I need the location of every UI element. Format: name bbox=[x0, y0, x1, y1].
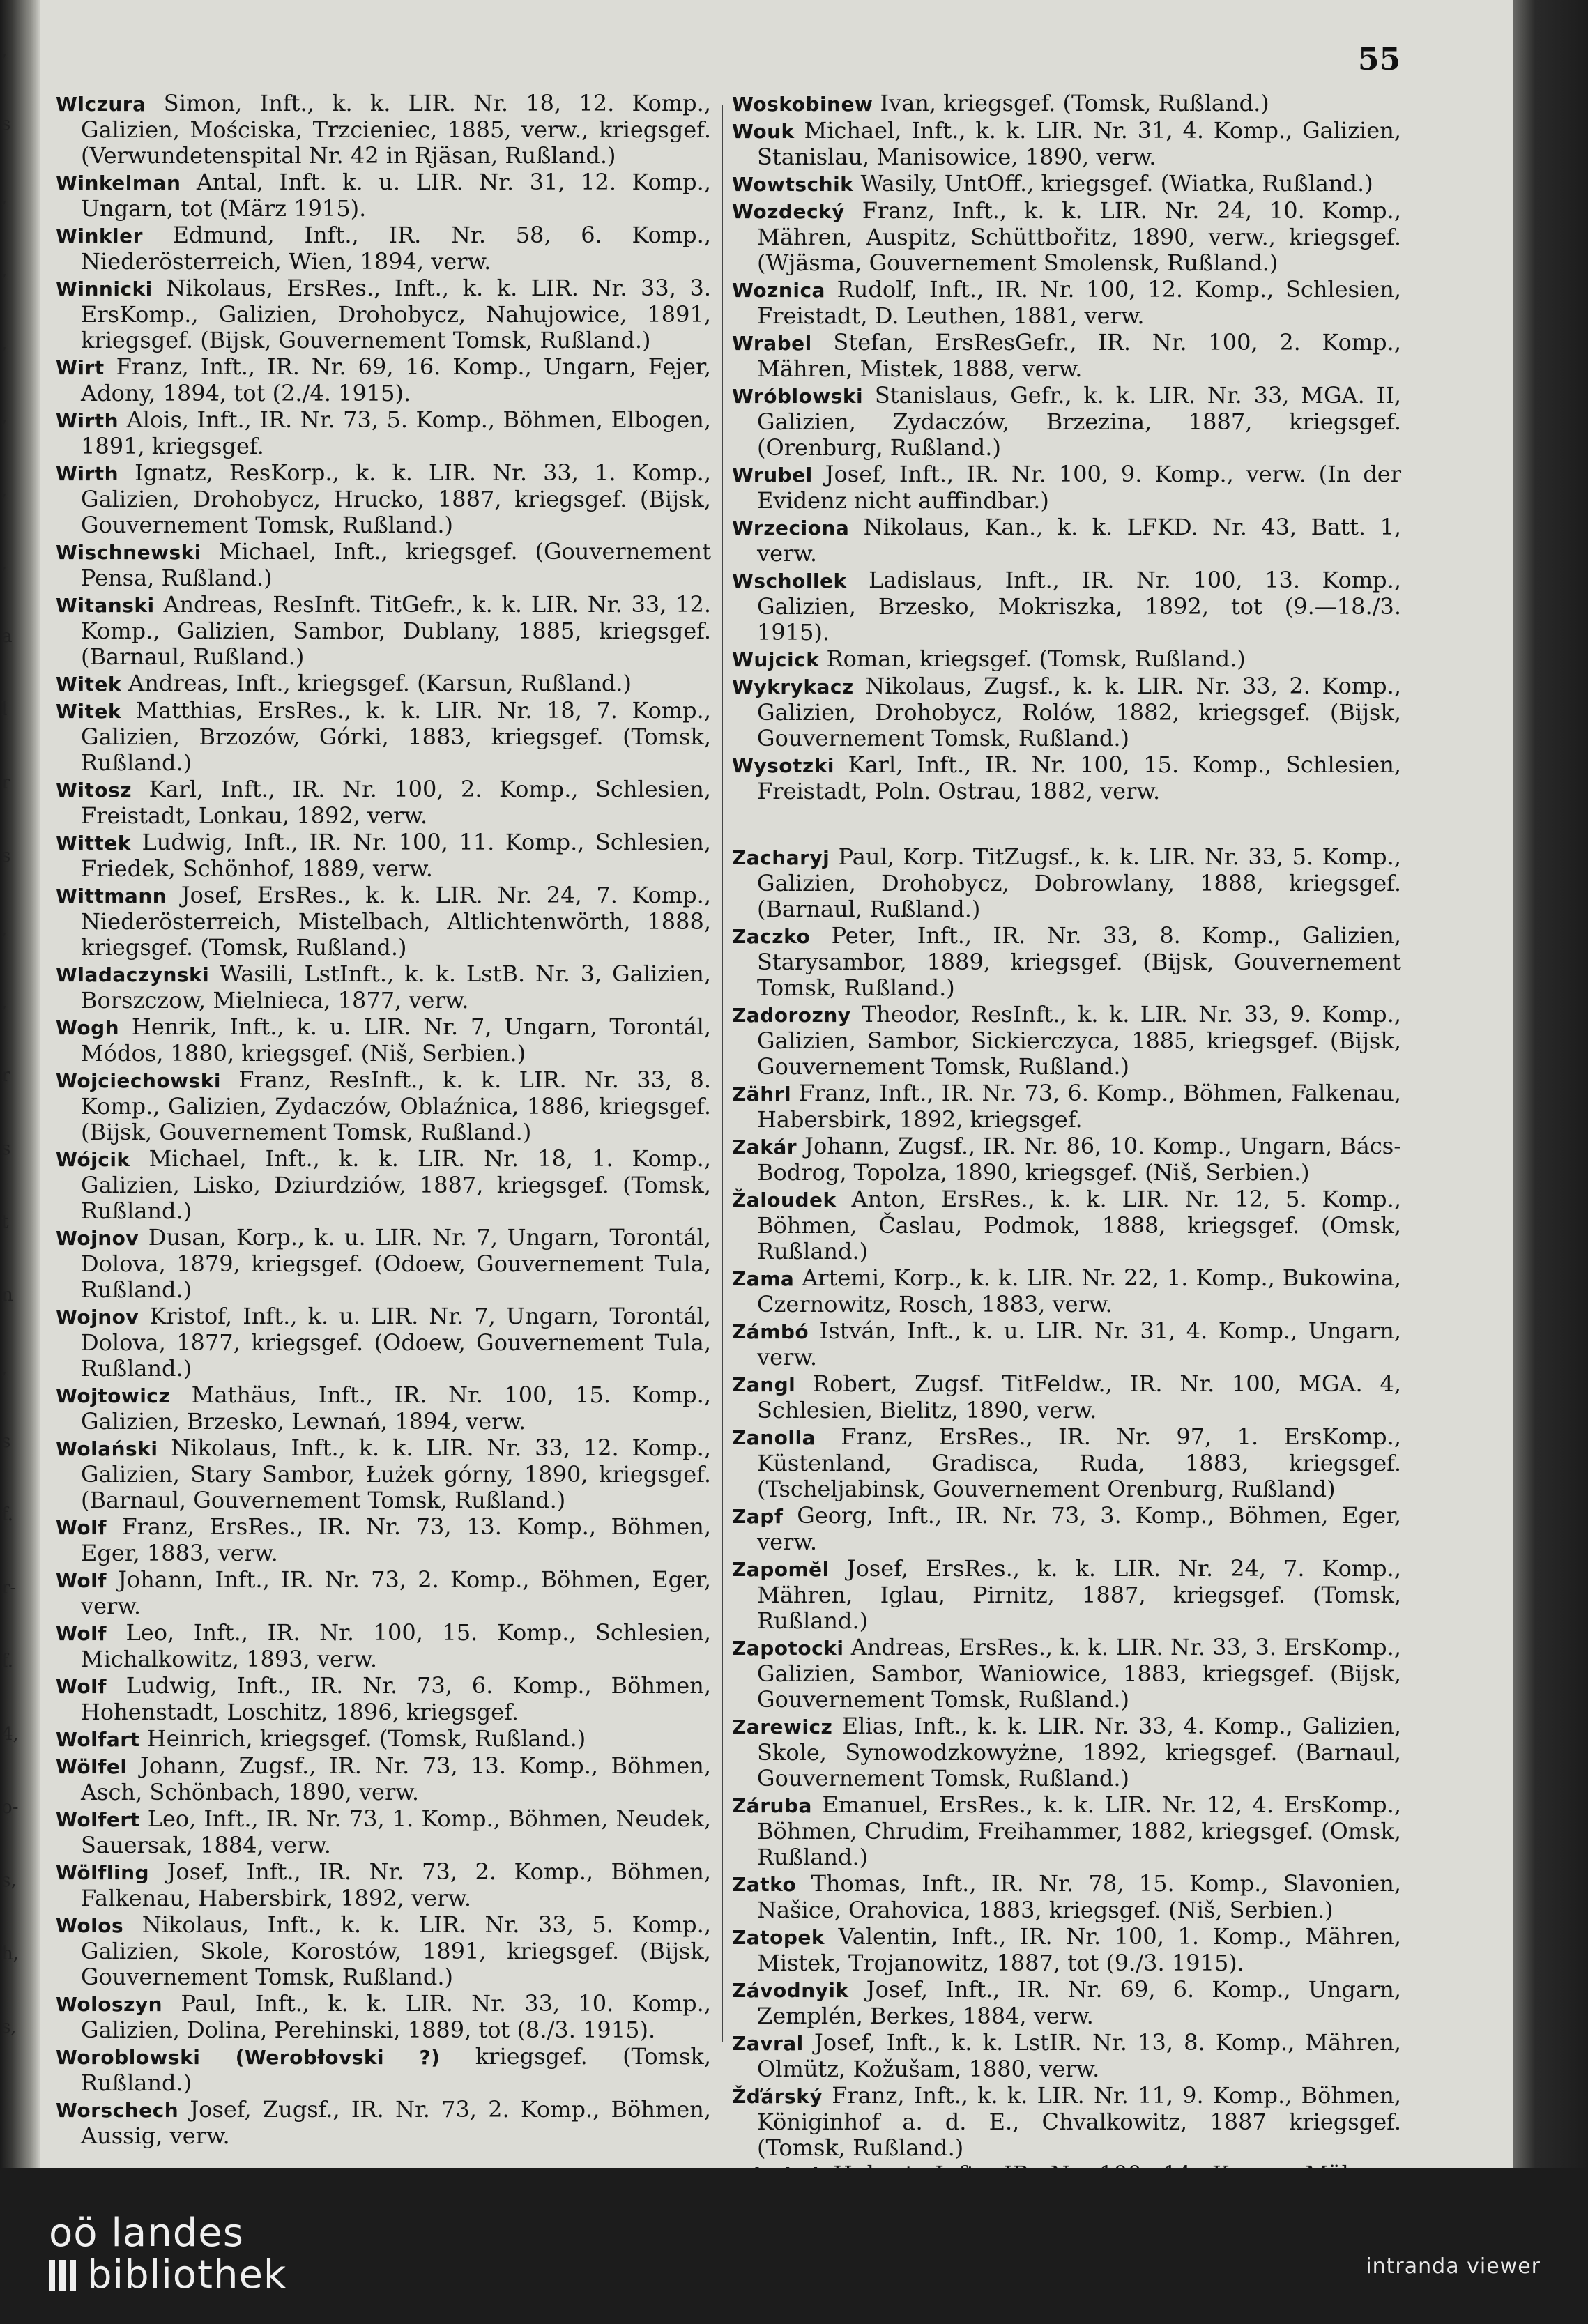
list-entry bbox=[56, 407, 711, 459]
entry-details: Ignatz, ResKorp., k. k. LIR. Nr. 33, 1. Komp., Galizien, Drohobycz, Hrucko, 1887, kriegsgef. (Bijsk, Gouvernement Tomsk, Rußland.) bbox=[81, 459, 712, 538]
entry-details: Thomas, Inft., IR. Nr. 78, 15. Komp., Slavonien, Našice, Orahovica, 1883, kriegsgef. (Niš, Serbien.) bbox=[757, 1870, 1402, 1923]
list-entry bbox=[56, 1912, 711, 1990]
list-entry bbox=[732, 1792, 1401, 1870]
entry-details: Josef, ErsRes., k. k. LIR. Nr. 24, 7. Komp., Mähren, Iglau, Pirnitz, 1887, kriegsgef. (Tomsk, Rußland.) bbox=[757, 1555, 1402, 1634]
entry-surname: Wrzeciona bbox=[732, 517, 850, 540]
entry-details: Franz, ErsRes., IR. Nr. 73, 13. Komp., Böhmen, Eger, 1883, verw. bbox=[81, 1513, 712, 1566]
list-entry bbox=[56, 222, 711, 275]
entry-surname: Woloszyn bbox=[56, 1993, 163, 2016]
list-entry bbox=[732, 1002, 1401, 1080]
entry-details: Rudolf, Inft., IR. Nr. 100, 12. Komp., Schlesien, Freistadt, D. Leuthen, 1881, verw. bbox=[757, 276, 1402, 329]
list-entry bbox=[56, 354, 711, 406]
entry-surname: Zámbó bbox=[732, 1320, 809, 1343]
entry-surname: Winkler bbox=[56, 224, 143, 247]
entry-surname: Wirt bbox=[56, 356, 105, 379]
gutter-letter: f. bbox=[1, 1504, 13, 1525]
entry-surname: Wowtschik bbox=[732, 173, 854, 196]
logo-line-2-text: bibliothek bbox=[87, 2252, 287, 2298]
entry-details: Robert, Zugsf. TitFeldw., IR. Nr. 100, MGA. 4, Schlesien, Bielitz, 1890, verw. bbox=[757, 1370, 1401, 1423]
entry-details: Andreas, ResInft. TitGefr., k. k. LIR. Nr. 33, 12. Komp., Galizien, Sambor, Dublany, 1885, kriegsgef. (Barnaul, Rußland.) bbox=[81, 591, 712, 670]
gutter-letter: t bbox=[1, 1211, 9, 1232]
gutter-letter: , bbox=[1, 919, 8, 940]
list-entry bbox=[56, 698, 711, 776]
list-entry bbox=[56, 460, 711, 538]
entry-details: kriegsgef. (Tomsk, Rußland.) bbox=[81, 2043, 712, 2096]
list-entry bbox=[732, 1635, 1401, 1713]
list-entry bbox=[56, 169, 711, 222]
entry-surname: Zährl bbox=[732, 1083, 792, 1106]
gutter-letter: , bbox=[1, 260, 8, 281]
entry-details: Theodor, ResInft., k. k. LIR. Nr. 33, 9. Komp., Galizien, Sambor, Sickierczyca, 1885, kriegsgef. (Bijsk, Gouvernement Tomsk, Rußland.) bbox=[757, 1001, 1402, 1080]
list-entry bbox=[56, 1146, 711, 1224]
entry-details: Josef, Inft., IR. Nr. 73, 2. Komp., Böhmen, Falkenau, Habersbirk, 1892, verw. bbox=[81, 1858, 712, 1911]
gutter-letter: s bbox=[1, 114, 11, 135]
list-entry bbox=[56, 1435, 711, 1513]
entry-details: Franz, Inft., k. k. LIR. Nr. 11, 9. Komp., Böhmen, Königinhof a. d. E., Chvalkowitz, 1887 kriegsgef. (Tomsk, Rußland.) bbox=[757, 2082, 1402, 2161]
entry-surname: Žďárský bbox=[732, 2085, 823, 2108]
page-edge bbox=[1513, 0, 1588, 2168]
entry-details: Wasili, LstInft., k. k. LstB. Nr. 3, Galizien, Borszczow, Mielnieca, 1877, verw. bbox=[81, 961, 712, 1014]
entry-surname: Zangl bbox=[732, 1373, 796, 1396]
list-entry bbox=[732, 2083, 1401, 2161]
gutter-letter: r- bbox=[1, 1577, 17, 1598]
list-entry bbox=[56, 1567, 711, 1619]
list-entry bbox=[732, 330, 1401, 382]
entry-details: Ludwig, Inft., IR. Nr. 100, 11. Komp., Schlesien, Friedek, Schönhof, 1889, verw. bbox=[81, 829, 712, 882]
entry-details: Valentin, Inft., IR. Nr. 100, 1. Komp., Mähren, Mistek, Trojanowitz, 1887, tot (9./3. 1915). bbox=[757, 1923, 1402, 1976]
entry-details: Stefan, ErsResGefr., IR. Nr. 100, 2. Komp., Mähren, Mistek, 1888, verw. bbox=[757, 329, 1402, 382]
entry-surname: Wolf bbox=[56, 1516, 107, 1539]
entry-surname: Wujcick bbox=[732, 648, 820, 671]
list-entry bbox=[56, 1859, 711, 1911]
entry-details: Karl, Inft., IR. Nr. 100, 15. Komp., Schlesien, Freistadt, Poln. Ostrau, 1882, verw. bbox=[757, 751, 1402, 804]
entry-surname: Woskobinew bbox=[732, 93, 873, 116]
entry-details: Leo, Inft., IR. Nr. 100, 15. Komp., Schlesien, Michalkowitz, 1893, verw. bbox=[81, 1619, 712, 1672]
entry-surname: Wojtowicz bbox=[56, 1384, 171, 1407]
list-entry bbox=[732, 646, 1401, 673]
list-entry bbox=[732, 1080, 1401, 1133]
entry-surname: Wozdecký bbox=[732, 200, 845, 223]
entry-details: Franz, Inft., IR. Nr. 69, 16. Komp., Ungarn, Fejer, Adony, 1894, tot (2./4. 1915). bbox=[81, 353, 712, 406]
entry-details: Ivan, kriegsgef. (Tomsk, Rußland.) bbox=[880, 90, 1269, 116]
gutter-letter: , bbox=[1, 187, 8, 208]
page-number: 55 bbox=[1358, 42, 1401, 77]
entry-details: Josef, Inft., IR. Nr. 69, 6. Komp., Ungarn, Zemplén, Berkes, 1884, verw. bbox=[757, 1976, 1401, 2029]
list-entry bbox=[56, 830, 711, 882]
entry-surname: Wójcik bbox=[56, 1148, 130, 1171]
entry-surname: Wischnewski bbox=[56, 541, 201, 564]
entry-surname: Wladaczynski bbox=[56, 963, 210, 986]
gutter-letter: f. bbox=[1, 1651, 13, 1672]
entry-surname: Wykrykacz bbox=[732, 675, 854, 698]
entry-details: Johann, Inft., IR. Nr. 73, 2. Komp., Böhmen, Eger, verw. bbox=[81, 1566, 712, 1619]
list-entry bbox=[732, 277, 1401, 329]
entry-surname: Wolański bbox=[56, 1437, 158, 1460]
list-entry bbox=[732, 1977, 1401, 2029]
list-entry bbox=[732, 1713, 1401, 1791]
list-entry bbox=[56, 1991, 711, 2043]
list-entry bbox=[56, 777, 711, 829]
entry-details: Franz, Inft., k. k. LIR. Nr. 24, 10. Komp., Mähren, Auspitz, Schüttbořitz, 1890, verw., kriegsgef. (Wjäsma, Gouvernement Smolensk, Rußland.) bbox=[757, 197, 1402, 276]
entry-surname: Winnicki bbox=[56, 277, 153, 300]
entry-surname: Wojnov bbox=[56, 1227, 139, 1250]
viewer-footer bbox=[0, 2168, 1588, 2324]
logo-bars-icon bbox=[49, 2254, 80, 2296]
entry-surname: Zapotocki bbox=[732, 1637, 844, 1660]
list-entry bbox=[732, 1265, 1401, 1317]
entry-details: Paul, Korp. TitZugsf., k. k. LIR. Nr. 33, 5. Komp., Galizien, Drohobycz, Dobrowlany, 1888, kriegsgef. (Barnaul, Rußland.) bbox=[757, 843, 1402, 922]
entry-details: Michael, Inft., k. k. LIR. Nr. 31, 4. Komp., Galizien, Stanislau, Manisowice, 1890, verw. bbox=[757, 117, 1402, 170]
list-entry bbox=[56, 1304, 711, 1382]
list-entry bbox=[732, 1871, 1401, 1923]
entry-surname: Zacharyj bbox=[732, 846, 830, 869]
entry-surname: Zaczko bbox=[732, 925, 811, 948]
entry-details: Andreas, Inft., kriegsgef. (Karsun, Rußland.) bbox=[128, 670, 632, 696]
list-entry bbox=[732, 1924, 1401, 1976]
gutter-letter: h, bbox=[1, 1943, 20, 1964]
entry-details: Alois, Inft., IR. Nr. 73, 5. Komp., Böhmen, Elbogen, 1891, kriegsgef. bbox=[81, 406, 712, 459]
entry-details: Nikolaus, Inft., k. k. LIR. Nr. 33, 5. Komp., Galizien, Skole, Korostów, 1891, kriegsgef. (Bijsk, Gouvernement Tomsk, Rußland.) bbox=[81, 1911, 712, 1990]
entry-surname: Zakár bbox=[732, 1136, 797, 1159]
entry-surname: Zapf bbox=[732, 1505, 784, 1528]
entry-details: Josef, ErsRes., k. k. LIR. Nr. 24, 7. Komp., Niederösterreich, Mistelbach, Altlichtenwörth, 1888, kriegsgef. (Tomsk, Rußland.) bbox=[81, 882, 712, 961]
entry-details: Ludwig, Inft., IR. Nr. 73, 6. Komp., Böhmen, Hohenstadt, Loschitz, 1896, kriegsgef. bbox=[81, 1672, 712, 1725]
entry-details: Simon, Inft., k. k. LIR. Nr. 18, 12. Komp., Galizien, Mościska, Trzcieniec, 1885, verw., kriegsgef. (Verwundetenspital Nr. 42 in Rjäsan, Rußland.) bbox=[81, 90, 712, 169]
library-logo[interactable] bbox=[49, 2212, 287, 2296]
list-entry bbox=[56, 1753, 711, 1805]
list-entry bbox=[732, 752, 1401, 804]
entry-details: Emanuel, ErsRes., k. k. LIR. Nr. 12, 4. ErsKomp., Böhmen, Chrudim, Freihammer, 1882, kriegsgef. (Omsk, Rußland.) bbox=[757, 1791, 1402, 1870]
gutter-letter: , bbox=[1, 333, 8, 354]
gutter-letter: s, bbox=[1, 1870, 17, 1891]
entry-surname: Wolf bbox=[56, 1622, 107, 1645]
list-entry bbox=[732, 118, 1401, 170]
entry-details: Josef, Zugsf., IR. Nr. 73, 2. Komp., Böhmen, Aussig, verw. bbox=[81, 2096, 711, 2149]
logo-line-1: oö landes bbox=[49, 2210, 244, 2256]
entry-details: Franz, Inft., IR. Nr. 73, 6. Komp., Böhmen, Falkenau, Habersbirk, 1892, kriegsgef. bbox=[757, 1080, 1402, 1133]
list-entry bbox=[732, 198, 1401, 276]
gutter-letter: , bbox=[1, 1358, 8, 1379]
entry-surname: Wouk bbox=[732, 120, 795, 143]
gutter-letter: r bbox=[1, 772, 10, 793]
entry-details: Josef, Inft., k. k. LstIR. Nr. 13, 8. Komp., Mähren, Olmütz, Kožušam, 1880, verw. bbox=[757, 2029, 1402, 2082]
list-entry bbox=[732, 91, 1401, 117]
list-entry bbox=[732, 1186, 1401, 1264]
list-entry bbox=[56, 91, 711, 169]
right-column-w-entries bbox=[732, 91, 1401, 804]
entry-surname: Worschech bbox=[56, 2099, 179, 2122]
entry-surname: Záruba bbox=[732, 1794, 812, 1817]
entry-details: Kristof, Inft., k. u. LIR. Nr. 7, Ungarn, Torontál, Dolova, 1877, kriegsgef. (Odoew, Gouvernement Tula, Rußland.) bbox=[81, 1303, 711, 1382]
list-entry bbox=[732, 844, 1401, 922]
section-gap bbox=[732, 805, 1401, 844]
entry-surname: Zama bbox=[732, 1267, 795, 1290]
entry-details: Paul, Inft., k. k. LIR. Nr. 33, 10. Komp., Galizien, Dolina, Perehinski, 1889, tot (8./3. 1915). bbox=[81, 1990, 712, 2043]
gutter-letter: o- bbox=[1, 1797, 19, 1818]
entry-surname: Wölfling bbox=[56, 1861, 150, 1884]
list-entry bbox=[732, 1371, 1401, 1423]
entry-surname: Wschollek bbox=[732, 569, 847, 593]
list-entry bbox=[732, 923, 1401, 1001]
entry-surname: Wróblowski bbox=[732, 385, 864, 408]
entry-surname: Wirth bbox=[56, 462, 119, 485]
entry-details: Karl, Inft., IR. Nr. 100, 2. Komp., Schlesien, Freistadt, Lonkau, 1892, verw. bbox=[81, 776, 712, 829]
entry-surname: Wogh bbox=[56, 1016, 120, 1039]
gutter-letter: , bbox=[1, 480, 8, 500]
list-entry bbox=[56, 1225, 711, 1303]
left-column bbox=[56, 91, 711, 2150]
list-entry bbox=[732, 514, 1401, 567]
list-entry bbox=[732, 1556, 1401, 1634]
entry-surname: Zarewicz bbox=[732, 1715, 833, 1738]
entry-surname: Závodnyik bbox=[732, 1979, 849, 2002]
entry-surname: Witanski bbox=[56, 594, 155, 617]
entry-details: Antal, Inft. k. u. LIR. Nr. 31, 12. Komp., Ungarn, tot (März 1915). bbox=[81, 169, 712, 222]
list-entry bbox=[56, 539, 711, 591]
entry-surname: Wittek bbox=[56, 832, 131, 855]
list-entry bbox=[56, 1726, 711, 1752]
list-entry bbox=[732, 673, 1401, 751]
entry-surname: Zapomĕl bbox=[732, 1558, 830, 1581]
entry-details: Edmund, Inft., IR. Nr. 58, 6. Komp., Niederösterreich, Wien, 1894, verw. bbox=[81, 222, 712, 275]
list-entry bbox=[56, 882, 711, 961]
logo-line-2 bbox=[49, 2254, 287, 2296]
gutter-letter: s bbox=[1, 1431, 11, 1452]
list-entry bbox=[56, 1514, 711, 1566]
entry-surname: Wojnov bbox=[56, 1306, 139, 1329]
entry-surname: Wolfart bbox=[56, 1728, 140, 1751]
entry-details: Nikolaus, Kan., k. k. LFKD. Nr. 43, Batt. 1, verw. bbox=[757, 514, 1401, 567]
list-entry bbox=[56, 1673, 711, 1725]
entry-details: Nikolaus, Inft., k. k. LIR. Nr. 33, 12. Komp., Galizien, Stary Sambor, Łużek górny, 1890, kriegsgef. (Barnaul, Gouvernement Tomsk, Rußland.) bbox=[81, 1435, 712, 1513]
list-entry bbox=[732, 1503, 1401, 1555]
entry-surname: Zadorozny bbox=[732, 1004, 851, 1027]
list-entry bbox=[56, 1014, 711, 1067]
entry-surname: Witosz bbox=[56, 779, 132, 802]
entry-details: Nikolaus, Zugsf., k. k. LIR. Nr. 33, 2. Komp., Galizien, Drohobycz, Rolów, 1882, kriegsgef. (Bijsk, Gouvernement Tomsk, Rußland.) bbox=[757, 673, 1401, 751]
entry-surname: Wrabel bbox=[732, 332, 812, 355]
viewer-label: intranda viewer bbox=[1366, 2254, 1541, 2279]
entry-details: Nikolaus, ErsRes., Inft., k. k. LIR. Nr. 33, 3. ErsKomp., Galizien, Drohobycz, Nahujowice, 1891, kriegsgef. (Bijsk, Gouvernement Tomsk, Rußland.) bbox=[81, 275, 712, 353]
entry-details: Peter, Inft., IR. Nr. 33, 8. Komp., Galizien, Starysambor, 1889, kriegsgef. (Bijsk, Gouvernement Tomsk, Rußland.) bbox=[757, 922, 1402, 1001]
right-column bbox=[732, 91, 1401, 2215]
entry-details: Georg, Inft., IR. Nr. 73, 3. Komp., Böhmen, Eger, verw. bbox=[757, 1502, 1402, 1555]
entry-surname: Woznica bbox=[732, 279, 825, 302]
gutter-letter: r bbox=[1, 1065, 10, 1086]
list-entry bbox=[56, 671, 711, 697]
list-entry bbox=[732, 1318, 1401, 1370]
entry-details: Leo, Inft., IR. Nr. 73, 1. Komp., Böhmen, Neudek, Sauersak, 1884, verw. bbox=[81, 1805, 712, 1858]
gutter-letter: , bbox=[1, 992, 8, 1013]
entry-surname: Wolos bbox=[56, 1914, 124, 1937]
list-entry bbox=[56, 2097, 711, 2149]
entry-details: Michael, Inft., kriegsgef. (Gouvernement Pensa, Rußland.) bbox=[81, 538, 712, 591]
entry-surname: Witek bbox=[56, 673, 121, 696]
gutter-letter: s, bbox=[1, 2017, 17, 2038]
gutter-letter: l bbox=[1, 699, 8, 720]
entry-surname: Wlczura bbox=[56, 93, 146, 116]
entry-details: István, Inft., k. u. LIR. Nr. 31, 4. Komp., Ungarn, verw. bbox=[757, 1317, 1402, 1370]
entry-surname: Zatopek bbox=[732, 1926, 825, 1949]
list-entry bbox=[56, 2044, 711, 2096]
gutter-letter: a bbox=[1, 626, 13, 647]
entry-surname: Zatko bbox=[732, 1873, 797, 1896]
entry-surname: Woroblowski (Werobłovski ?) bbox=[56, 2046, 441, 2069]
entry-details: Roman, kriegsgef. (Tomsk, Rußland.) bbox=[826, 645, 1246, 672]
list-entry bbox=[732, 567, 1401, 645]
entry-surname: Wolf bbox=[56, 1569, 107, 1592]
entry-surname: Wölfel bbox=[56, 1755, 128, 1778]
column-divider bbox=[722, 105, 723, 2042]
entry-surname: Winkelman bbox=[56, 171, 181, 194]
gutter-letter: n bbox=[1, 1285, 13, 1306]
entry-surname: Wolf bbox=[56, 1675, 107, 1698]
list-entry bbox=[56, 1067, 711, 1145]
list-entry bbox=[732, 2030, 1401, 2082]
entry-details: Dusan, Korp., k. u. LIR. Nr. 7, Ungarn, Torontál, Dolova, 1879, kriegsgef. (Odoew, Gouvernement Tula, Rußland.) bbox=[81, 1224, 712, 1303]
entry-details: Artemi, Korp., k. k. LIR. Nr. 22, 1. Komp., Bukowina, Czernowitz, Rosch, 1883, verw. bbox=[757, 1264, 1402, 1317]
right-column-z-entries bbox=[732, 844, 1401, 2214]
entry-surname: Žaloudek bbox=[732, 1188, 837, 1211]
gutter-letter: , bbox=[1, 553, 8, 574]
list-entry bbox=[732, 171, 1401, 197]
entry-surname: Wrubel bbox=[732, 464, 813, 487]
entry-details: Franz, ResInft., k. k. LIR. Nr. 33, 8. Komp., Galizien, Zydaczów, Oblaźnica, 1886, kriegsgef. (Bijsk, Gouvernement Tomsk, Rußland.) bbox=[81, 1067, 712, 1145]
entry-surname: Wojciechowski bbox=[56, 1069, 221, 1092]
entry-details: Heinrich, kriegsgef. (Tomsk, Rußland.) bbox=[146, 1725, 586, 1752]
list-entry bbox=[732, 1133, 1401, 1186]
entry-details: Wasily, UntOff., kriegsgef. (Wiatka, Rußland.) bbox=[860, 170, 1373, 197]
entry-surname: Wittmann bbox=[56, 885, 167, 908]
entry-details: Ladislaus, Inft., IR. Nr. 100, 13. Komp., Galizien, Brzesko, Mokriszka, 1892, tot (9.—18./3. 1915). bbox=[757, 567, 1401, 645]
entry-details: Johann, Zugsf., IR. Nr. 86, 10. Komp., Ungarn, Bács-Bodrog, Topolza, 1890, kriegsgef. (Niš, Serbien.) bbox=[757, 1133, 1402, 1186]
entry-details: Johann, Zugsf., IR. Nr. 73, 13. Komp., Böhmen, Asch, Schönbach, 1890, verw. bbox=[81, 1752, 712, 1805]
list-entry bbox=[56, 592, 711, 670]
entry-surname: Wirth bbox=[56, 409, 119, 432]
book-gutter bbox=[0, 0, 40, 2168]
entry-surname: Witek bbox=[56, 700, 121, 723]
entry-details: Matthias, ErsRes., k. k. LIR. Nr. 18, 7. Komp., Galizien, Brzozów, Górki, 1883, kriegsgef. (Tomsk, Rußland.) bbox=[81, 697, 711, 776]
entry-details: Mathäus, Inft., IR. Nr. 100, 15. Komp., Galizien, Brzesko, Lewnań, 1894, verw. bbox=[81, 1382, 712, 1435]
entry-details: Michael, Inft., k. k. LIR. Nr. 18, 1. Komp., Galizien, Lisko, Dziurdziów, 1887, kriegsgef. (Tomsk, Rußland.) bbox=[81, 1145, 712, 1224]
entry-surname: Wysotzki bbox=[732, 754, 834, 777]
entry-details: Franz, ErsRes., IR. Nr. 97, 1. ErsKomp., Küstenland, Gradisca, Ruda, 1883, kriegsgef. (Tscheljabinsk, Gouvernement Orenburg, Rußland) bbox=[757, 1423, 1402, 1502]
list-entry bbox=[732, 1424, 1401, 1502]
list-entry bbox=[732, 383, 1401, 461]
list-entry bbox=[56, 1382, 711, 1435]
list-entry bbox=[732, 461, 1401, 514]
entry-details: Anton, ErsRes., k. k. LIR. Nr. 12, 5. Komp., Böhmen, Časlau, Podmok, 1888, kriegsgef. (Omsk, Rußland.) bbox=[757, 1186, 1401, 1264]
entry-details: Henrik, Inft., k. u. LIR. Nr. 7, Ungarn, Torontál, Módos, 1880, kriegsgef. (Niš, Serbien.) bbox=[81, 1014, 712, 1067]
gutter-letter: , bbox=[1, 406, 8, 427]
entry-surname: Zavral bbox=[732, 2032, 804, 2055]
entry-surname: Wolfert bbox=[56, 1808, 140, 1831]
gutter-letter: s bbox=[1, 846, 11, 866]
entry-details: Elias, Inft., k. k. LIR. Nr. 33, 4. Komp., Galizien, Skole, Synowodzkowyżne, 1892, kriegsgef. (Barnaul, Gouvernement Tomsk, Rußland.) bbox=[757, 1713, 1402, 1791]
entry-surname: Zanolla bbox=[732, 1426, 816, 1449]
entry-details: Josef, Inft., IR. Nr. 100, 9. Komp., verw. (In der Evidenz nicht auffindbar.) bbox=[757, 461, 1402, 514]
gutter-letter: , bbox=[1, 40, 8, 61]
list-entry bbox=[56, 961, 711, 1014]
entry-details: Stanislaus, Gefr., k. k. LIR. Nr. 33, MGA. II, Galizien, Zydaczów, Brzezina, 1887, kriegsgef. (Orenburg, Rußland.) bbox=[757, 382, 1402, 461]
gutter-letter: 4, bbox=[1, 1724, 19, 1745]
list-entry bbox=[56, 1620, 711, 1672]
entry-details: Andreas, ErsRes., k. k. LIR. Nr. 33, 3. ErsKomp., Galizien, Sambor, Waniowice, 1883, kriegsgef. (Bijsk, Gouvernement Tomsk, Rußland.) bbox=[757, 1634, 1401, 1713]
gutter-letter: s bbox=[1, 1138, 11, 1159]
list-entry bbox=[56, 275, 711, 353]
list-entry bbox=[56, 1806, 711, 1858]
